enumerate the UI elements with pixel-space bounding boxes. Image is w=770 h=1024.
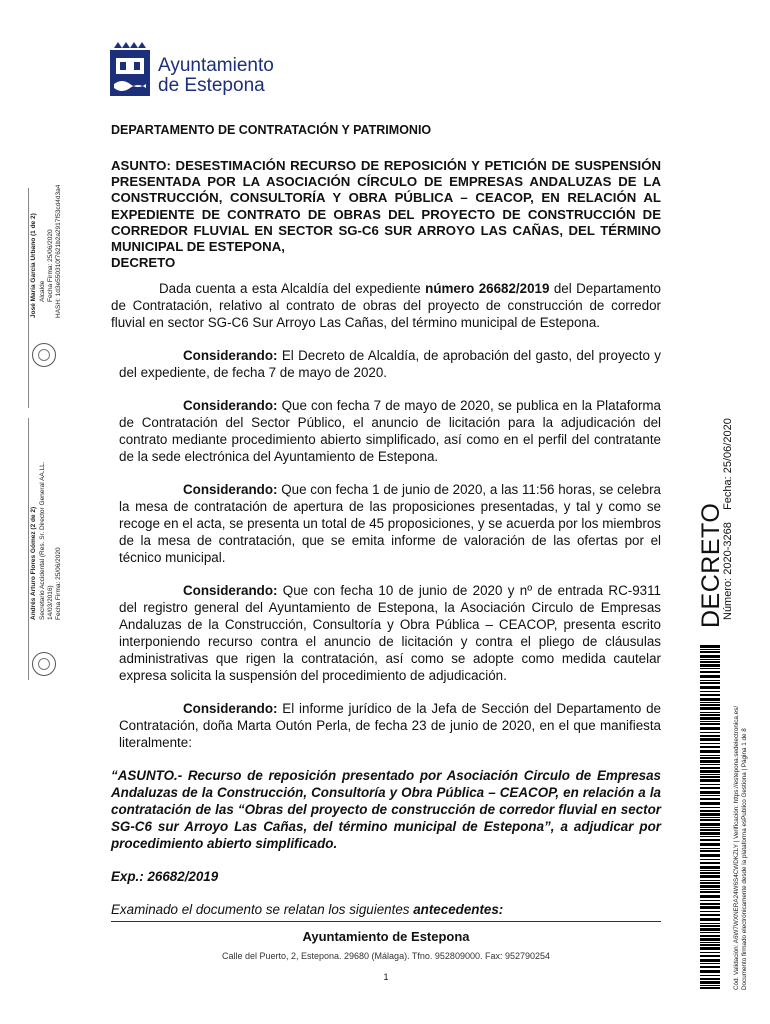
barcode-bar bbox=[700, 854, 720, 857]
barcode-bar bbox=[700, 680, 720, 681]
barcode-bar bbox=[700, 649, 720, 650]
barcode-bar bbox=[700, 714, 720, 716]
barcode-bar bbox=[700, 850, 720, 852]
logo-line2: de Estepona bbox=[158, 75, 265, 96]
barcode-bar bbox=[700, 760, 720, 763]
footer-divider bbox=[111, 921, 661, 922]
barcode-bar bbox=[700, 671, 720, 673]
signer-role: Secretario Accidental (Res. Sr. Director General AA.LL. bbox=[39, 461, 46, 620]
barcode-bar bbox=[700, 935, 720, 937]
considerando-text: El Decreto de Alcaldía, de aprobación del gasto, del proyecto y del expediente, de fecha 7 de mayo de 2020. bbox=[119, 348, 661, 380]
footer-address: Calle del Puerto, 2, Estepona. 29680 (Málaga). Tfno. 952809000. Fax: 952790254 bbox=[221, 951, 551, 961]
barcode-bar bbox=[700, 664, 720, 667]
signer-name: Andrés Arturo Flores Gómez (2 de 2) bbox=[30, 506, 37, 620]
verification-line1: Cód. Validación: A6W7WXNERA24W6S4CWDKZLY | Verificación: https://estepona.sedelectronica.es/ bbox=[733, 705, 740, 990]
barcode-bar bbox=[700, 880, 720, 881]
signature-date: Fecha Firma: 25/06/2020 bbox=[55, 547, 62, 620]
barcode-bar bbox=[700, 932, 720, 933]
barcode-bar bbox=[700, 947, 720, 950]
barcode-bar bbox=[700, 942, 720, 943]
barcode-bar bbox=[700, 859, 720, 860]
barcode-bar bbox=[700, 918, 720, 921]
barcode-bar bbox=[700, 813, 720, 816]
subject-decreto: DECRETO bbox=[111, 255, 176, 271]
barcode-bar bbox=[700, 776, 720, 778]
decree-title: DECRETO bbox=[697, 502, 725, 628]
barcode-bar bbox=[700, 707, 720, 710]
examination-line bbox=[111, 901, 661, 918]
considerando-label: Considerando: bbox=[183, 398, 278, 413]
footer-title: Ayuntamiento de Estepona bbox=[302, 929, 470, 944]
decree-number: Número: 2020-3268 bbox=[722, 522, 734, 620]
barcode-bar bbox=[700, 955, 720, 957]
barcode-bar bbox=[700, 702, 720, 703]
considerando-label: Considerando: bbox=[183, 583, 278, 598]
considerando-paragraph bbox=[111, 700, 661, 751]
barcode-bar bbox=[700, 975, 720, 976]
exam-antecedentes: antecedentes: bbox=[413, 902, 504, 917]
quoted-subject: “ASUNTO.- Recurso de reposición presentado por Asociación Circulo de Empresas Andaluzas de la Construcción, Consultoría y Obra Pública – CEACOP, en relación a la contratación de las “Obras del proyecto de construcción de corredor fluvial en sector SG-C6 sur Arroyo Las Cañas, del término municipal de Estepona”, a adjudicar por procedimiento abierto simplificado. bbox=[111, 768, 661, 851]
barcode-bar bbox=[700, 738, 720, 741]
subject-text: ASUNTO: DESESTIMACIÓN RECURSO DE REPOSICIÓN Y PETICIÓN DE SUSPENSIÓN PRESENTADA POR LA ASOCIACIÓN CÍRCULO DE EMPRESAS ANDALUZAS DE LA CONSTRUCCIÓN, CONSULTORÍA Y OBRA PÚBLICA – CEACOP, EN RELACIÓN AL EXPEDIENTE DE CONTRATO DE OBRAS DEL PROYECTO DE CONSTRUCCIÓN DE CORREDOR FLUVIAL EN SECTOR SG-C6 SUR ARROYO LAS CAÑAS, DEL TÉRMINO MUNICIPAL DE ESTEPONA, bbox=[111, 158, 661, 255]
subject-block bbox=[111, 158, 661, 271]
barcode-bar bbox=[700, 862, 720, 864]
barcode-bar bbox=[700, 682, 720, 684]
logo-text bbox=[158, 56, 274, 96]
ayuntamiento-logo bbox=[108, 42, 298, 102]
barcode-bar bbox=[700, 723, 720, 725]
barcode-bar bbox=[700, 970, 720, 973]
barcode-bar bbox=[700, 791, 720, 794]
considerando-text: Que con fecha 7 de mayo de 2020, se publica en la Plataforma de Contratación del Sector Público, el anuncio de licitación para la adjudicación del contrato mediante procedimiento abierto simplificado, así como en el perfil del contratante de la sede electrónica del Ayuntamiento de Estepona. bbox=[119, 398, 661, 464]
barcode-bar bbox=[700, 764, 720, 765]
barcode-bar bbox=[700, 784, 720, 785]
barcode-bar bbox=[700, 952, 720, 953]
verification-text bbox=[733, 706, 749, 990]
barcode-bar bbox=[700, 704, 720, 706]
considerando-label: Considerando: bbox=[183, 701, 278, 716]
verification-line2: Documento firmado electrónicamente desde la plataforma esPublico Gestiona | Página 1 de 8 bbox=[741, 728, 748, 990]
barcode-bar bbox=[700, 872, 720, 874]
barcode-icon bbox=[700, 645, 720, 990]
barcode-bar bbox=[700, 727, 720, 730]
barcode-bar bbox=[700, 959, 720, 962]
signature-divider bbox=[28, 188, 29, 408]
barcode-bar bbox=[700, 978, 720, 980]
barcode-bar bbox=[700, 787, 720, 789]
barcode-bar bbox=[700, 836, 720, 837]
barcode-bar bbox=[700, 810, 720, 812]
barcode-bar bbox=[700, 882, 720, 884]
barcode-bar bbox=[700, 911, 720, 912]
signature-divider bbox=[28, 418, 29, 680]
barcode-bar bbox=[700, 944, 720, 946]
barcode-bar bbox=[700, 829, 720, 831]
barcode-bar bbox=[700, 843, 720, 846]
barcode-bar bbox=[700, 987, 720, 989]
barcode-bar bbox=[700, 746, 720, 748]
barcode-bar bbox=[700, 712, 720, 713]
department-title: DEPARTAMENTO DE CONTRATACIÓN Y PATRIMONIO bbox=[111, 123, 432, 137]
barcode-bar bbox=[700, 985, 720, 986]
barcode-bar bbox=[700, 698, 720, 701]
estepona-shield-icon bbox=[108, 42, 152, 98]
exam-text: Examinado el documento se relatan los siguientes bbox=[111, 902, 414, 917]
expedient-reference: Exp.: 26682/2019 bbox=[111, 869, 219, 884]
barcode-bar bbox=[700, 757, 720, 759]
signer-role: Alcalde bbox=[39, 280, 46, 302]
signer-role-date: 14/03/2016) bbox=[47, 585, 54, 620]
barcode-bar bbox=[700, 717, 720, 720]
barcode-bar bbox=[700, 866, 720, 869]
considerando-text: Que con fecha 1 de junio de 2020, a las 11:56 horas, se celebra la mesa de contratación de apertura de las proposiciones presentadas, y tal y como se recoge en el acta, se presenta un total de 45 proposiciones, y se acuerda por los miembros de la mesa de contratación, que se emita informe de valoración de las ofertas por el técnico municipal. bbox=[119, 482, 661, 565]
barcode-bar bbox=[700, 832, 720, 835]
barcode-bar bbox=[700, 655, 720, 658]
barcode-bar bbox=[700, 914, 720, 916]
barcode-bar bbox=[700, 823, 720, 826]
document-body bbox=[111, 280, 661, 918]
barcode-bar bbox=[700, 755, 720, 756]
barcode-bar bbox=[700, 925, 720, 927]
signer-name: José María García Urbano (1 de 2) bbox=[30, 213, 37, 318]
barcode-bar bbox=[700, 938, 720, 941]
considerando-paragraph bbox=[111, 347, 661, 381]
barcode-bar bbox=[700, 966, 720, 968]
signature-date: Fecha Firma: 25/06/2020 bbox=[47, 229, 54, 302]
intro-expedient-number: número 26682/2019 bbox=[425, 281, 550, 296]
barcode-bar bbox=[700, 839, 720, 841]
barcode-bar bbox=[700, 659, 720, 660]
barcode-bar bbox=[700, 668, 720, 669]
barcode-bar bbox=[700, 928, 720, 931]
decree-date: Fecha: 25/06/2020 bbox=[722, 418, 734, 510]
considerando-paragraph bbox=[111, 481, 661, 566]
barcode-bar bbox=[700, 903, 720, 905]
signature-seal-icon bbox=[32, 343, 56, 367]
barcode-bar bbox=[700, 963, 720, 964]
page-number: 1 bbox=[383, 972, 389, 982]
barcode-bar bbox=[700, 900, 720, 901]
barcode-bar bbox=[700, 779, 720, 782]
barcode-bar bbox=[700, 732, 720, 733]
barcode-bar bbox=[700, 885, 720, 888]
logo-line1: Ayuntamiento bbox=[158, 55, 274, 76]
barcode-bar bbox=[700, 819, 720, 821]
barcode-bar bbox=[700, 817, 720, 818]
barcode-bar bbox=[700, 795, 720, 796]
barcode-bar bbox=[700, 694, 720, 696]
barcode-bar bbox=[700, 735, 720, 737]
barcode-bar bbox=[700, 895, 720, 898]
signature-seal-icon bbox=[32, 652, 56, 676]
decree-number-date bbox=[722, 418, 734, 620]
barcode-bar bbox=[700, 981, 720, 984]
signature-hash: HASH: 1d3e550310f7621b2a2917f53cd4d3a4 bbox=[55, 184, 62, 318]
barcode-bar bbox=[700, 889, 720, 890]
barcode-bar bbox=[700, 645, 720, 648]
considerando-paragraph bbox=[111, 397, 661, 465]
considerando-paragraph bbox=[111, 582, 661, 684]
barcode-bar bbox=[700, 870, 720, 871]
barcode-bar bbox=[700, 798, 720, 800]
barcode-bar bbox=[700, 661, 720, 663]
intro-text-1: Dada cuenta a esta Alcaldía del expediente bbox=[159, 281, 426, 296]
barcode-bar bbox=[700, 651, 720, 653]
considerando-label: Considerando: bbox=[183, 348, 278, 363]
intro-text-2: del Departamento de Contratación, relativo al contrato de obras del proyecto de construcción de corredor fluvial en sector SG-C6 Sur Arroyo Las Cañas, del término municipal de Estepona. bbox=[111, 281, 661, 330]
barcode-bar bbox=[700, 686, 720, 689]
barcode-bar bbox=[700, 774, 720, 775]
barcode-bar bbox=[700, 767, 720, 769]
intro-paragraph bbox=[111, 280, 661, 331]
barcode-bar bbox=[700, 906, 720, 909]
barcode-bar bbox=[700, 750, 720, 753]
considerando-text: El informe jurídico de la Jefa de Sección del Departamento de Contratación, doña Marta Outón Perla, de fecha 23 de junio de 2020, en el que manifiesta literalmente: bbox=[119, 701, 661, 750]
barcode-bar bbox=[700, 848, 720, 849]
barcode-bar bbox=[700, 802, 720, 805]
barcode-bar bbox=[700, 807, 720, 808]
barcode-bar bbox=[700, 675, 720, 678]
barcode-bar bbox=[700, 827, 720, 828]
barcode-bar bbox=[700, 743, 720, 744]
barcode-bar bbox=[700, 923, 720, 924]
considerando-label: Considerando: bbox=[183, 482, 278, 497]
barcode-bar bbox=[700, 691, 720, 692]
barcode-bar bbox=[700, 770, 720, 773]
barcode-bar bbox=[700, 891, 720, 893]
barcode-bar bbox=[700, 721, 720, 722]
barcode-bar bbox=[700, 875, 720, 878]
considerando-text: Que con fecha 10 de junio de 2020 y nº de entrada RC-9311 del registro general del Ayuntamiento de Estepona, la Asociación Circulo de Empresas Andaluzas de la Construcción, Consultoría y Obra Pública – CEACOP, presenta escrito interponiendo recurso contra el anuncio de licitación y contra el pliego de cláusulas administrativas que rigen la contratación, así como se adopte como medida cautelar expresa solicita la suspensión del procedimiento de adjudicación. bbox=[119, 583, 661, 683]
